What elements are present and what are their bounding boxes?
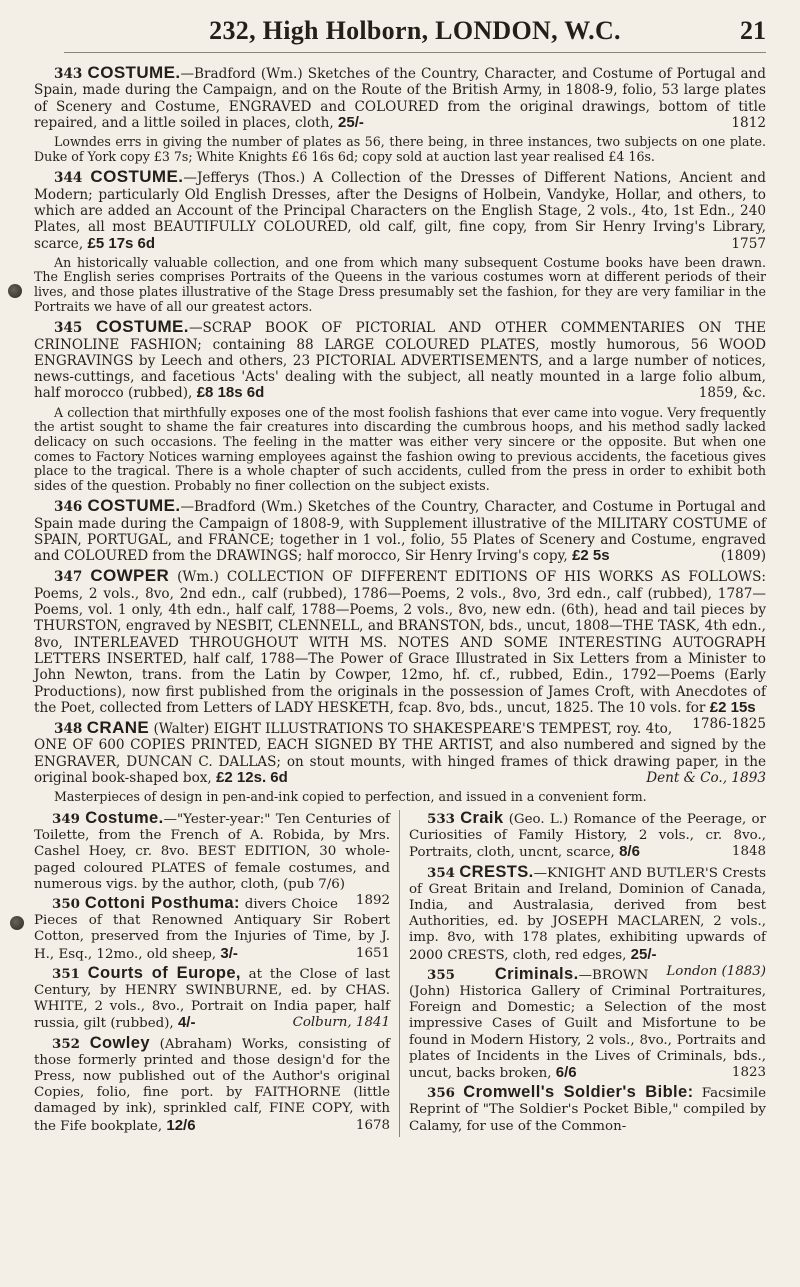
running-head-title: 232, High Holborn, LONDON, W.C.: [209, 16, 621, 45]
entry-price: £8 18s 6d: [196, 384, 265, 402]
catalogue-entry: [34, 965, 390, 1033]
entry-date: Colburn, 1841: [292, 1015, 390, 1031]
full-width-entries: [34, 65, 766, 805]
entry-price: 6/6: [555, 1063, 577, 1081]
entry-heading: Courts of Europe,: [87, 963, 241, 982]
entry-body: Facsimile Reprint of "The Soldier's Pocket Bible," compiled by Calamy, for use of the Common-: [409, 1086, 767, 1134]
entry-date: 1823: [731, 1064, 766, 1080]
lot-number: 348: [54, 721, 83, 738]
right-column: [400, 810, 766, 1137]
entry-body: (Geo. L.) Romance of the Peerage, or Curiosities of Family History, 2 vols., cr. 8vo., Portraits, cloth, uncnt, scarce,: [409, 811, 766, 861]
entry-date: (1809): [720, 548, 766, 565]
entry-heading: CRESTS.: [459, 862, 534, 881]
entry-note: Lowndes errs in giving the number of plates as 56, there being, in three instances, two subjects on one plate. Duke of York copy £3 7s; White Knights £6 16s 6d; copy sold at auction last year realised £4 16s.: [34, 134, 766, 164]
entry-date: 1892: [355, 892, 390, 908]
entry-heading: COSTUME.: [90, 167, 184, 187]
catalogue-entry: [34, 498, 766, 564]
entry-date: Dent & Co., 1893: [646, 770, 766, 787]
lot-number: 349: [52, 810, 80, 827]
entry-body: —"Yester-year:" Ten Centuries of Toilette, from the French of A. Robida, by Mrs. Cashel Hoey, cr. 8vo. BEST EDITION, 30 whole-paged coloured PLATES of female costumes, and numerous vigs. by the author, cloth, (pub 7/6): [34, 811, 390, 892]
entry-price: 8/6: [619, 843, 640, 861]
entry-price: 12/6: [166, 1116, 196, 1134]
two-column-section: [34, 810, 766, 1137]
catalogue-entry: [34, 65, 766, 131]
entry-body: at the Close of last Century, by HENRY SWINBURNE, ed. by CHAS. WHITE, 2 vols., 8vo., Portrait on India paper, half russia, gilt (rubbed),: [34, 966, 390, 1032]
entry-heading: Cowley: [89, 1033, 150, 1052]
lot-number: 533: [427, 810, 455, 827]
entry-price: £2 15s: [709, 698, 756, 716]
punch-hole-bottom: [10, 916, 24, 930]
entry-price: 4/-: [177, 1014, 196, 1032]
entry-body: —Bradford (Wm.) Sketches of the Country, Character, and Costume in Portugal and Spain made during the Campaign of 1808-9, with Supplement illustrative of the MILITARY COSTUME of SPAIN, PORTUGAL, and FRANCE; together in 1 vol., folio, 55 Plates of Scenery and Costume, engraved and COLOURED from the DRAWINGS; half morocco, Sir Henry Irving's copy,: [34, 499, 766, 565]
lot-number: 350: [52, 895, 80, 912]
catalogue-entry: [34, 1035, 390, 1135]
entry-heading: COSTUME.: [87, 63, 181, 82]
entry-note: A collection that mirthfully exposes one of the most foolish fashions that ever came into vogue. Very frequently the artist sought to shame the fair creatures into discarding the cumbrous hoops, and his method sadly lacked delicacy on such occasions. The feeling in the matter was either very sincere or the opposite. But when one comes to Factory Notices warning employees against the fashion owing to previous accidents, the facetious gives place to the tragical. There is a whole chapter of such accidents, culled from the press in order to exhibit both sides of the question. Probably no finer collection on the subject exists.: [34, 404, 766, 493]
catalogue-entry: [409, 810, 766, 862]
lot-number: 356: [427, 1085, 455, 1102]
entry-price: 25/-: [338, 113, 364, 131]
entry-date: 1859, &c.: [698, 385, 766, 402]
lot-number: 354: [427, 864, 455, 881]
lot-number: 345: [54, 320, 83, 337]
entry-body: —Jefferys (Thos.) A Collection of the Dresses of Different Nations, Ancient and Modern; particularly Old English Dresses, after the Designs of Holbein, Vandyke, Hollar, and others, to which are added an Account of the Principal Characters on the English Stage, 2 vols., 4to, 1st Edn., 240 Plates, all most BEAUTIFULLY COLOURED, old calf, gilt, fine copy, from Sir Henry Irving's Library, scarce,: [34, 170, 766, 252]
left-column: [34, 810, 400, 1137]
entry-heading: Costume.: [85, 808, 164, 827]
entry-body: —SCRAP BOOK OF PICTORIAL AND OTHER COMMENTARIES ON THE CRINOLINE FASHION; containing 88 LARGE COLOURED PLATES, mostly humorous, 56 WOOD ENGRAVINGS by Leech and others, 23 PICTORIAL ADVERTISEMENTS, and a large number of notices, news-cuttings, and facetious 'Acts' dealing with the subject, all neatly mounted in a large folio album, half morocco (rubbed),: [34, 320, 766, 402]
catalogue-entry: [34, 720, 766, 786]
catalogue-entry: [34, 319, 766, 401]
entry-note: An historically valuable collection, and one from which many subsequent Costume books have been drawn. The English series comprises Portraits of the Queens in the various costumes worn at different periods of their lives, and those plates illustrative of the Stage Dress presumably set the fashion, for they are very familiar in the Portraits we have of all our greatest actors.: [34, 254, 766, 314]
catalogue-entry: [409, 1084, 766, 1135]
entry-heading: CRANE: [86, 718, 150, 738]
entry-heading: COWPER: [90, 566, 170, 586]
catalogue-entry: [34, 892, 390, 963]
entry-date: 1848: [731, 844, 766, 860]
lot-number: 352: [52, 1035, 80, 1052]
entry-price: £2 12s. 6d: [216, 769, 288, 787]
catalogue-entry: [34, 169, 766, 251]
entry-heading: Cromwell's Soldier's Bible:: [463, 1083, 694, 1102]
entry-date: 1651: [355, 945, 390, 961]
entry-date: 1812: [731, 114, 766, 131]
entry-heading: Craik: [460, 808, 504, 827]
entry-price: £5 17s 6d: [87, 234, 156, 252]
page-number: 21: [740, 16, 766, 45]
entry-heading: Cottoni Posthuma:: [84, 893, 240, 912]
entry-date: 1678: [355, 1117, 390, 1133]
lot-number: 346: [54, 499, 83, 516]
entry-heading: Criminals.: [494, 964, 579, 983]
entry-price: 3/-: [220, 944, 238, 962]
punch-hole-top: [8, 284, 22, 298]
entry-date: 1757: [731, 235, 766, 252]
catalogue-entry: [409, 963, 766, 1082]
entry-price: 25/-: [630, 945, 657, 963]
entry-note: Masterpieces of design in pen-and-ink copied to perfection, and issued in a convenient form.: [54, 789, 647, 805]
entry-heading: COSTUME.: [96, 317, 189, 337]
lot-number: 355: [427, 966, 455, 983]
entry-body: —Bradford (Wm.) Sketches of the Country, Character, and Costume of Portugal and Spain, made during the Campaign, and on the Route of the British Army, in 1808-9, folio, 53 large plates of Scenery and Costume, ENGRAVED and COLOURED from the original drawings, bottom of title repaired, and a little soiled in places, cloth,: [34, 66, 767, 131]
entry-body: (Abraham) Works, consisting of those formerly printed and those design'd for the Press, now published out of the Author's original Copies, folio, fine port. by FAITHORNE (little damaged by ink), sprinkled calf, FINE COPY, with the Fife bookplate,: [34, 1036, 390, 1134]
entry-date: 1786-1825: [692, 716, 766, 733]
entry-body: —KNIGHT AND BUTLER'S Crests of Great Britain and Ireland, Dominion of Canada, India, and Australasia, derived from best Authorities, ed. by JOSEPH MACLAREN, 2 vols., imp. 8vo, with 178 plates, exhibiting upwards of 2000 CRESTS, cloth, red edges,: [409, 865, 766, 963]
entry-body: divers Choice Pieces of that Renowned Antiquary Sir Robert Cotton, preserved from the Injuries of Time, by J. H., Esq., 12mo., old sheep,: [34, 896, 390, 962]
entry-body: (Walter) EIGHT ILLUSTRATIONS TO SHAKESPEARE'S TEMPEST, roy. 4to, ONE OF 600 COPIES PRINTED, EACH SIGNED BY THE ARTIST, and also numbered and signed by the ENGRAVER, DUNCAN C. DALLAS; on stout mounts, with hinged frames of thick drawing paper, in the original book-shaped box,: [34, 721, 766, 787]
lot-number: 347: [54, 569, 83, 586]
entry-heading: COSTUME.: [87, 496, 181, 516]
running-head: [64, 14, 766, 53]
entry-date: London (1883): [666, 963, 766, 979]
lot-number: 343: [54, 66, 83, 82]
entry-body: —BROWN (John) Historica Gallery of Criminal Portraitures, Foreign and Domestic; a Selection of the most impressive Cases of Guilt and Misfortune to be found in Modern History, 2 vols., 8vo., Portraits and plates of Incidents in the Lives of Criminals, bds., uncut, backs broken,: [409, 967, 766, 1081]
entry-body: (Wm.) COLLECTION OF DIFFERENT EDITIONS OF HIS WORKS AS FOLLOWS: Poems, 2 vols., 8vo, 2nd edn., calf (rubbed), 1786—Poems, 2 vols., 8vo, 3rd edn., calf (rubbed), 1787—Poems, vol. 1 only, 4th edn., half calf, 1788—Poems, 2 vols., 8vo, new edn. (6th), head and tail pieces by THURSTON, engraved by NESBIT, CLENNELL, and BRANSTON, bds., uncut, 1808—THE TASK, 4th edn., 8vo, INTERLEAVED THROUGHOUT WITH MS. NOTES AND SOME INTERESTING AUTOGRAPH LETTERS INSERTED, half calf, 1788—The Power of Grace Illustrated in Six Letters from a Minister to John Newton, trans. from the Latin by Cowper, 12mo, hf. cf., rubbed, Edin., 1792—Poems (Early Productions), now first published from the originals in the possession of James Croft, with Anecdotes of the Poet, collected from Letters of LADY HESKETH, fcap. 8vo, bds., uncut, 1825. The 10 vols. for: [34, 569, 766, 716]
lot-number: 344: [54, 170, 83, 187]
entry-price: £2 5s: [572, 547, 610, 565]
lot-number: 351: [52, 965, 80, 982]
